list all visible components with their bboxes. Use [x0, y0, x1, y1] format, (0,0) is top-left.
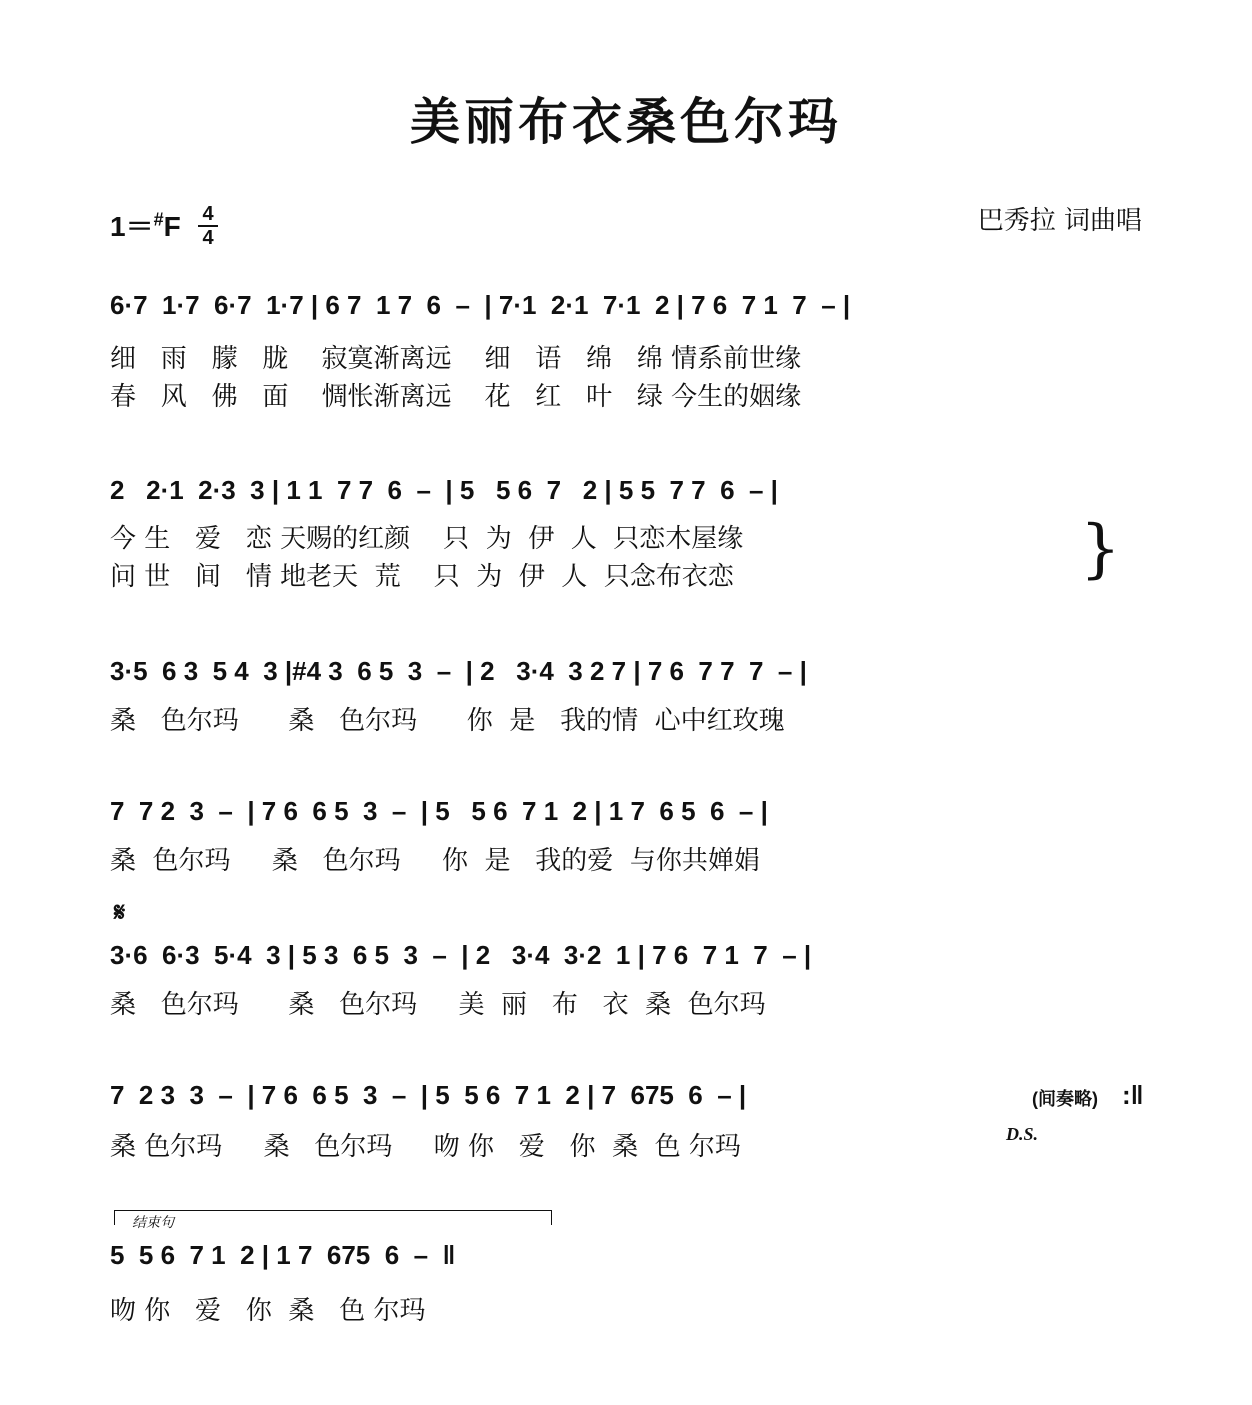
- lyric-row-2-verse-2: 问 世 间 情 地老天 荒 只 为 伊 人 只念布衣恋: [110, 562, 734, 592]
- notation-row-3: 3·5 6 3 5 4 3 |#4 3 6 5 3 – | 2 3·4 3 2 7 | 7 6 7 7 7 – |: [110, 656, 807, 686]
- verse-brace: }: [1080, 512, 1121, 586]
- song-title: 美丽布衣桑色尔玛: [410, 92, 842, 151]
- notation-row-6: 7 2 3 3 – | 7 6 6 5 3 – | 5 5 6 7 1 2 | 7 675 6 – |: [110, 1080, 747, 1110]
- dal-segno-mark: D.S.: [1006, 1124, 1039, 1144]
- lyric-row-3: 桑 色尔玛 桑 色尔玛 你 是 我的情 心中红玫瑰: [110, 706, 785, 736]
- time-numerator: 4: [202, 203, 214, 225]
- lyric-row-4: 桑 色尔玛 桑 色尔玛 你 是 我的爱 与你共婵娟: [110, 846, 760, 876]
- lyric-row-2-verse-1: 今 生 爱 恋 天赐的红颜 只 为 伊 人 只恋木屋缘: [110, 524, 744, 554]
- author-credit: 巴秀拉 词曲唱: [977, 206, 1142, 236]
- segno-sign: 𝄋: [114, 898, 126, 928]
- key-prefix: 1＝: [110, 211, 154, 242]
- lyric-row-1-verse-2: 春 风 佛 面 惆怅渐离远 花 红 叶 绿 今生的姻缘: [110, 382, 802, 412]
- notation-row-2: 2 2·1 2·3 3 | 1 1 7 7 6 – | 5 5 6 7 2 | 5 5 7 7 6 – |: [110, 475, 778, 505]
- time-denominator: 4: [202, 227, 214, 249]
- lyric-row-1-verse-1: 细 雨 朦 胧 寂寞渐离远 细 语 绵 绵 情系前世缘: [110, 344, 802, 374]
- lyric-row-5: 桑 色尔玛 桑 色尔玛 美 丽 布 衣 桑 色尔玛: [110, 990, 766, 1020]
- interlude-note: (间奏略): [1032, 1089, 1098, 1109]
- notation-row-4: 7 7 2 3 – | 7 6 6 5 3 – | 5 5 6 7 1 2 | 1 7 6 5 6 – |: [110, 796, 768, 826]
- repeat-end-barline: :‖: [1122, 1080, 1144, 1110]
- notation-row-1: 6·7 1·7 6·7 1·7 | 6 7 1 7 6 – | 7·1 2·1 7·1 2 | 7 6 7 1 7 – |: [110, 290, 851, 320]
- ending-bracket: [114, 1210, 552, 1225]
- notation-row-5: 3·6 6·3 5·4 3 | 5 3 6 5 3 – | 2 3·4 3·2 1 | 7 6 7 1 7 – |: [110, 940, 812, 970]
- lyric-row-7: 吻 你 爱 你 桑 色 尔玛: [110, 1296, 426, 1326]
- notation-row-7: 5 5 6 7 1 2 | 1 7 675 6 – ‖: [110, 1240, 456, 1270]
- sharp-sign: #: [153, 209, 164, 230]
- lyric-row-6: 桑 色尔玛 桑 色尔玛 吻 你 爱 你 桑 色 尔玛: [110, 1132, 741, 1162]
- time-signature: [198, 204, 218, 248]
- key-signature: [110, 205, 181, 245]
- key-tonic: F: [163, 211, 181, 242]
- ending-label: 结束句: [132, 1214, 174, 1230]
